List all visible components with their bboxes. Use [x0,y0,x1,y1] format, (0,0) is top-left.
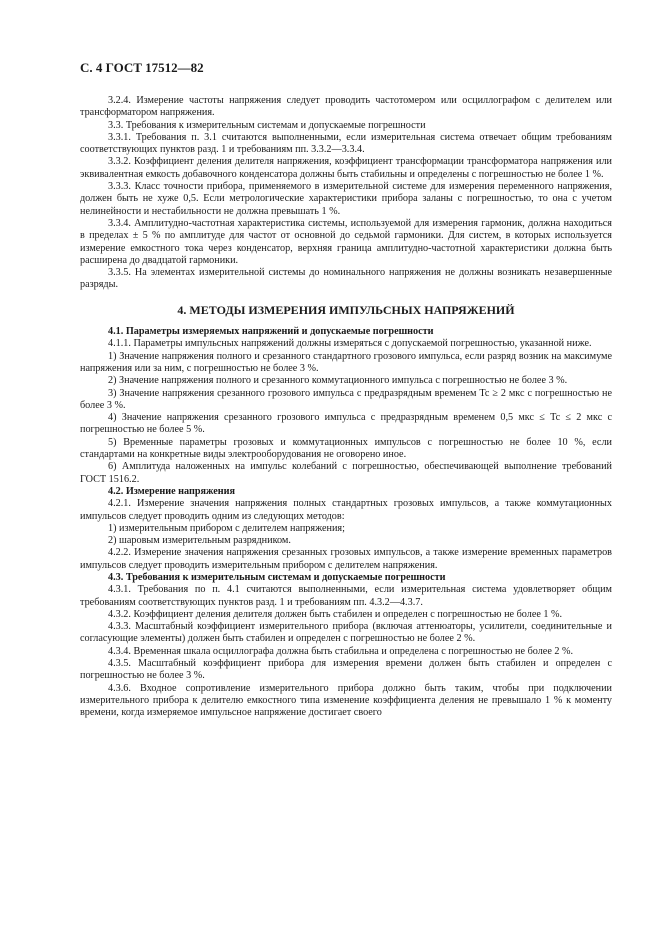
page-header: С. 4 ГОСТ 17512—82 [80,60,204,75]
list-item: 6) Амплитуда наложенных на импульс колебаний с погрешностью, обеспечивающей выполнение требований ГОСТ 1516.2. [80,461,612,485]
paragraph-3-3-4: 3.3.4. Амплитудно-частотная характеристика системы, используемой для измерения гармоник, должна находиться в пределах ± 5 % по амплитуде для частот от основной до седьмой гармоники. Для систем, в которых используется измерение емкостного тока через конденсатор, верхняя граница амплитудно-частотной характеристики должна быть расширена до двадцатой гармоники. [80,217,612,266]
list-item: 4) Значение напряжения срезанного грозового импульса с предразрядным временем 0,5 мкс ≤ Tc ≤ 2 мкс с погрешностью не более 5 %. [80,412,612,436]
paragraph-3-3-3: 3.3.3. Класс точности прибора, применяемого в измерительной системе для измерения переменного напряжения, должен быть не хуже 0,5. Если метрологические характеристики прибора заланы с погрешностью, то она с учетом нелинейности и нестабильности не должна превышать 1 %. [80,181,612,217]
list-item: 1) Значение напряжения полного и срезанного стандартного грозового импульса, если разряд возник на максимуме напряжения или за ним, с погрешностью не более 3 %. [80,350,612,374]
paragraph-3-3-1: 3.3.1. Требования п. 3.1 считаются выполненными, если измерительная система отвечает общим требованиям соответствующих пунктов разд. 1 и требованиям пп. 3.3.2—3.3.4. [80,131,612,156]
list-item: 2) Значение напряжения полного и срезанного коммутационного импульса с погрешностью не более 3 %. [108,375,568,387]
paragraph-4-1-1: 4.1.1. Параметры импульсных напряжений должны измеряться с допускаемой погрешностью, указанной ниже. [108,338,592,350]
paragraph-4-3-1: 4.3.1. Требования по п. 4.1 считаются выполненными, если измерительная система удовлетворяет общим требованиям соответствующих пунктов разд. 1 и требованиям пп. 4.3.2—4.3.7. [80,584,612,608]
paragraph-4-3-2: 4.3.2. Коэффициент деления делителя должен быть стабилен и определен с погрешностью не более 1 %. [108,608,563,620]
document-body [80,95,612,720]
paragraph-4-3-5: 4.3.5. Масштабный коэффициент прибора для измерения времени должен быть стабилен и определен с погрешностью не более 3 %. [80,658,612,682]
list-item: 1) измерительным прибором с делителем напряжения; [108,522,345,534]
section-4-heading: 4. МЕТОДЫ ИЗМЕРЕНИЯ ИМПУЛЬСНЫХ НАПРЯЖЕНИЙ [177,302,515,317]
paragraph-4-2-1: 4.2.1. Измерение значения напряжения полных стандартных грозовых импульсов, а также коммутационных импульсов следует проводить одним из следующих методов: [80,498,612,522]
paragraph-3-3-5: 3.3.5. На элементах измерительной системы до номинального напряжения не должны возникать незавершенные разряды. [80,267,612,291]
paragraph-4-3-3: 4.3.3. Масштабный коэффициент измерительного прибора (включая аттенюаторы, усилители, соединительные и согласующие элементы) должен быть стабилен и определен с погрешностью не более 2 %. [80,621,612,645]
subsection-4-1-title: 4.1. Параметры измеряемых напряжений и допускаемые погрешности [108,326,434,338]
list-item: 3) Значение напряжения срезанного грозового импульса с предразрядным временем Tc ≥ 2 мкс с погрешностью не более 3 %. [80,387,612,411]
paragraph-3-3-2: 3.3.2. Коэффициент деления делителя напряжения, коэффициент трансформации трансформатора напряжения или эквивалентная емкость добавочного конденсатора должны быть стабильны и определены с погрешностью не более 1 %. [80,156,612,180]
paragraph-3-2-4: 3.2.4. Измерение частоты напряжения следует проводить частотомером или осциллографом с делителем или трансформатором напряжения. [80,95,612,119]
paragraph-3-3: 3.3. Требования к измерительным системам и допускаемые погрешности [108,119,426,131]
subsection-4-3-title: 4.3. Требования к измерительным системам и допускаемые погрешности [108,571,446,583]
paragraph-4-3-4: 4.3.4. Временная шкала осциллографа должна быть стабильна и определена с погрешностью не более 2 %. [108,645,574,657]
subsection-4-2-title: 4.2. Измерение напряжения [108,485,236,497]
paragraph-4-3-6: 4.3.6. Входное сопротивление измерительного прибора должно быть таким, чтобы при подключении измерительного прибора к делителю емкостного типа изменение коэффициента деления не превышало 1 % к моменту времени, когда измеряемое импульсное напряжение достигает своего [80,682,612,719]
list-item: 2) шаровым измерительным разрядником. [108,535,291,547]
paragraph-4-2-2: 4.2.2. Измерение значения напряжения срезанных грозовых импульсов, а также измерение временных параметров импульсов следует проводить измерительным прибором с делителем напряжения. [80,547,612,571]
list-item: 5) Временные параметры грозовых и коммутационных импульсов с погрешностью не более 10 %, если стандартами на конкретные виды электрооборудования не оговорено иное. [80,436,612,461]
